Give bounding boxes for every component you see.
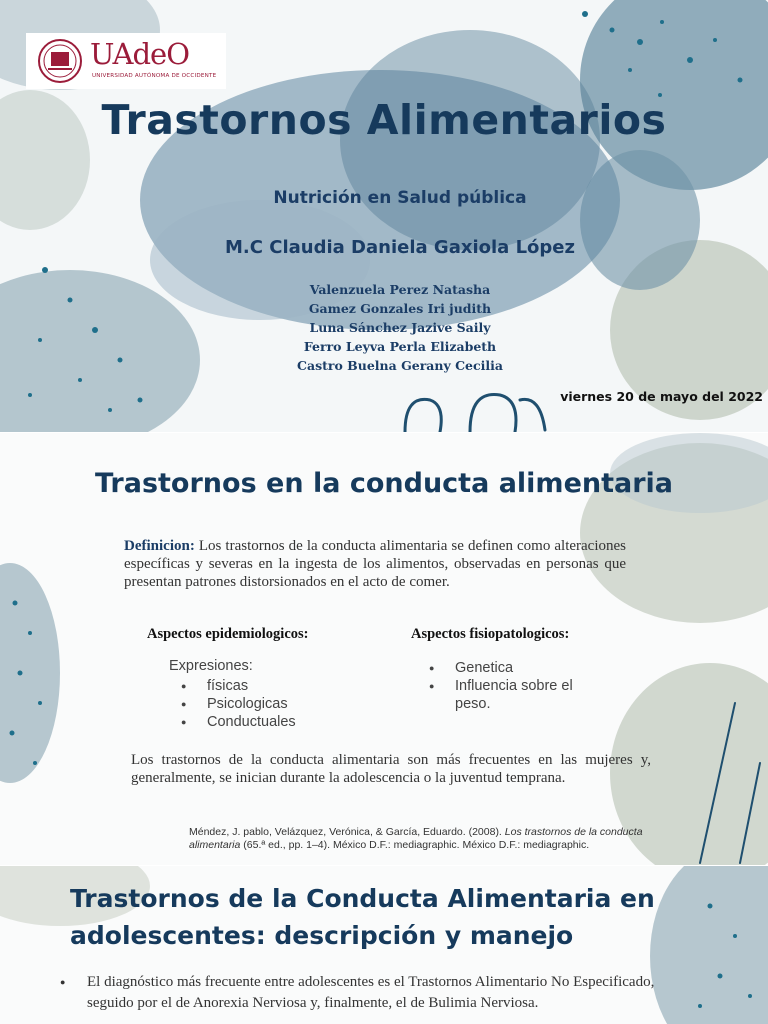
reference-details: (65.ª ed., pp. 1–4). México D.F.: mediagraphic. México D.F.: mediagraphic. [240, 839, 590, 851]
definition-slide [0, 433, 768, 865]
subject-name: Nutrición en Salud pública [273, 188, 527, 208]
epidemiologic-heading: Aspectos epidemiologicos: [147, 626, 309, 642]
bullet-dot: ● [60, 977, 66, 987]
student-list [0, 280, 768, 375]
reference-work: Los trastornos de la conducta alimentaria [189, 826, 643, 851]
reference-authors: Méndez, J. pablo, Velázquez, Verónica, & García, Eduardo. (2008). [189, 826, 505, 838]
logo-brand-text: UAdeO [90, 37, 189, 71]
slide-title: Trastornos en la conducta alimentaria [94, 468, 674, 499]
student-name: Luna Sánchez Jazive Saily [309, 320, 491, 335]
definition-paragraph [124, 537, 626, 591]
student-name: Gamez Gonzales Iri judith [308, 301, 492, 316]
expressions-label: Expresiones: [169, 658, 253, 674]
diagnosis-text: El diagnóstico más frecuente entre adolescentes es el Trastornos Alimentario No Especificado, seguido por el de Anorexia Nerviosa y, finalmente, el de Bulimia Nerviosa. [87, 974, 655, 1011]
list-item: ● Influencia sobre el peso. [429, 677, 599, 713]
list-item: ● físicas [181, 677, 296, 695]
physiopathologic-heading: Aspectos fisiopatologicos: [411, 626, 570, 642]
title-slide [0, 0, 768, 432]
slide-title: Trastornos de la Conducta Alimentaria en adolescentes: descripción y manejo [70, 884, 655, 950]
university-logo [26, 33, 226, 89]
adolescents-slide [0, 866, 768, 1024]
diagnosis-bullet [60, 972, 700, 1014]
expressions-list [181, 677, 296, 731]
definition-label: Definicion: [124, 538, 195, 554]
list-item: ● Conductuales [181, 713, 296, 731]
university-seal-icon [34, 37, 90, 85]
physiopathologic-list [429, 659, 599, 713]
presentation-date: viernes 20 de mayo del 2022 [560, 389, 763, 404]
teacher-name: M.C Claudia Daniela Gaxiola López [225, 237, 575, 258]
frequency-paragraph: Los trastornos de la conducta alimentaria son más frecuentes en las mujeres y, generalmente, se inician durante la adolescencia o la juventud temprana. [131, 752, 651, 786]
definition-text: Los trastornos de la conducta alimentaria se definen como alteraciones específicas y severas en la ingesta de los alimentos, observadas en personas que presentan patrones distorsionados en el acto de comer. [124, 538, 626, 590]
student-name: Valenzuela Perez Natasha [309, 282, 491, 297]
list-item: ● Psicologicas [181, 695, 296, 713]
list-item: ● Genetica [429, 659, 599, 677]
bibliographic-reference [189, 826, 679, 852]
student-name: Ferro Leyva Perla Elizabeth [303, 339, 497, 354]
student-name: Castro Buelna Gerany Cecilia [297, 358, 503, 373]
presentation-title: Trastornos Alimentarios [101, 96, 667, 144]
logo-subtitle: UNIVERSIDAD AUTÓNOMA DE OCCIDENTE [92, 73, 217, 79]
